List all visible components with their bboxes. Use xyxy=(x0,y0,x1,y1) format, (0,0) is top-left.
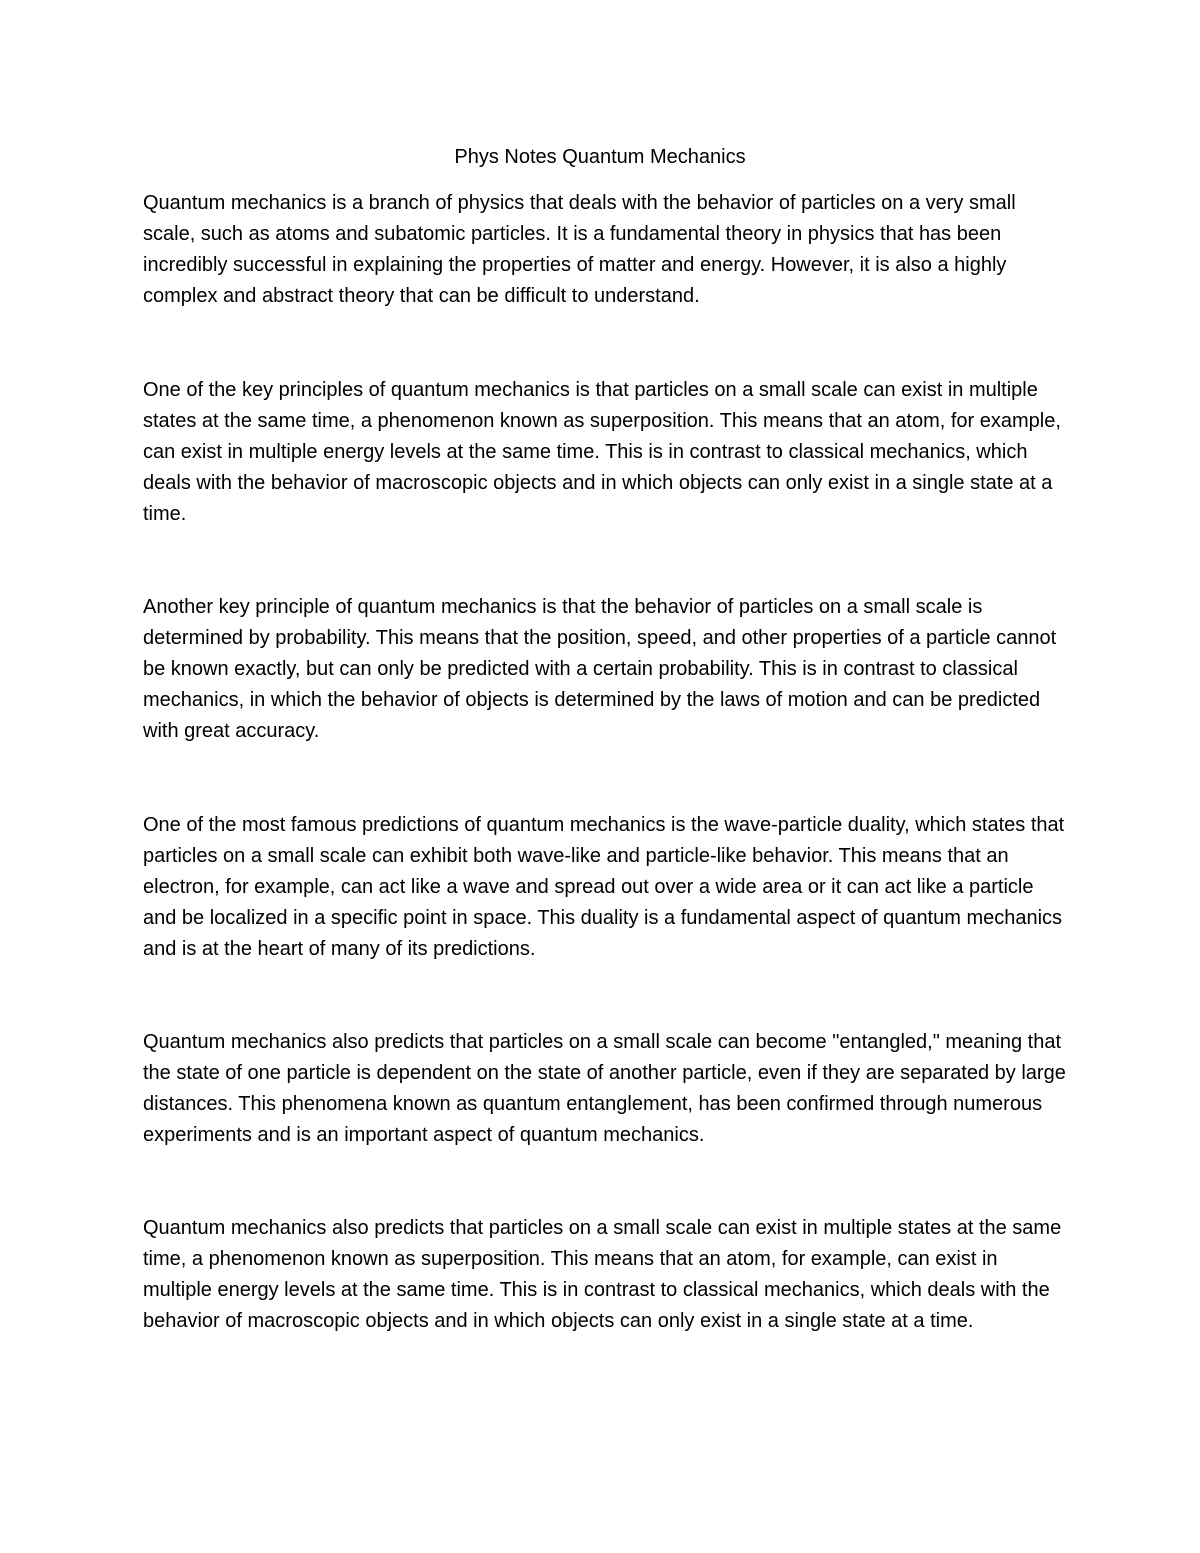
paragraph-entanglement: Quantum mechanics also predicts that particles on a small scale can become "entangled," meaning that the state of one particle is dependent on the state of another particle, even if they are separated by large distances. This phenomena known as quantum entanglement, has been confirmed through numerous experiments and is an important aspect of quantum mechanics. xyxy=(143,1031,1066,1146)
paragraph-probability: Another key principle of quantum mechanics is that the behavior of particles on a small scale is determined by probability. This means that the position, speed, and other properties of a particle cannot be known exactly, but can only be predicted with a certain probability. This is in contrast to classical mechanics, in which the behavior of objects is determined by the laws of motion and can be predicted with great accuracy. xyxy=(143,596,1057,742)
document-title: Phys Notes Quantum Mechanics xyxy=(454,146,746,168)
paragraph-superposition: One of the key principles of quantum mechanics is that particles on a small scale can exist in multiple states at the same time, a phenomenon known as superposition. This means that an atom, for example, can exist in multiple energy levels at the same time. This is in contrast to classical mechanics, which deals with the behavior of macroscopic objects and in which objects can only exist in a single state at a time. xyxy=(143,379,1061,525)
paragraph-intro: Quantum mechanics is a branch of physics that deals with the behavior of particles on a very small scale, such as atoms and subatomic particles. It is a fundamental theory in physics that has been incredibly successful in explaining the properties of matter and energy. However, it is also a highly complex and abstract theory that can be difficult to understand. xyxy=(143,192,1016,307)
paragraph-wave-particle-duality: One of the most famous predictions of quantum mechanics is the wave-particle duality, which states that particles on a small scale can exhibit both wave-like and particle-like behavior. This means that an electron, for example, can act like a wave and spread out over a wide area or it can act like a particle and be localized in a specific point in space. This duality is a fundamental aspect of quantum mechanics and is at the heart of many of its predictions. xyxy=(143,814,1065,960)
paragraph-superposition-repeat: Quantum mechanics also predicts that particles on a small scale can exist in multiple states at the same time, a phenomenon known as superposition. This means that an atom, for example, can exist in multiple energy levels at the same time. This is in contrast to classical mechanics, which deals with the behavior of macroscopic objects and in which objects can only exist in a single state at a time. xyxy=(143,1217,1062,1332)
